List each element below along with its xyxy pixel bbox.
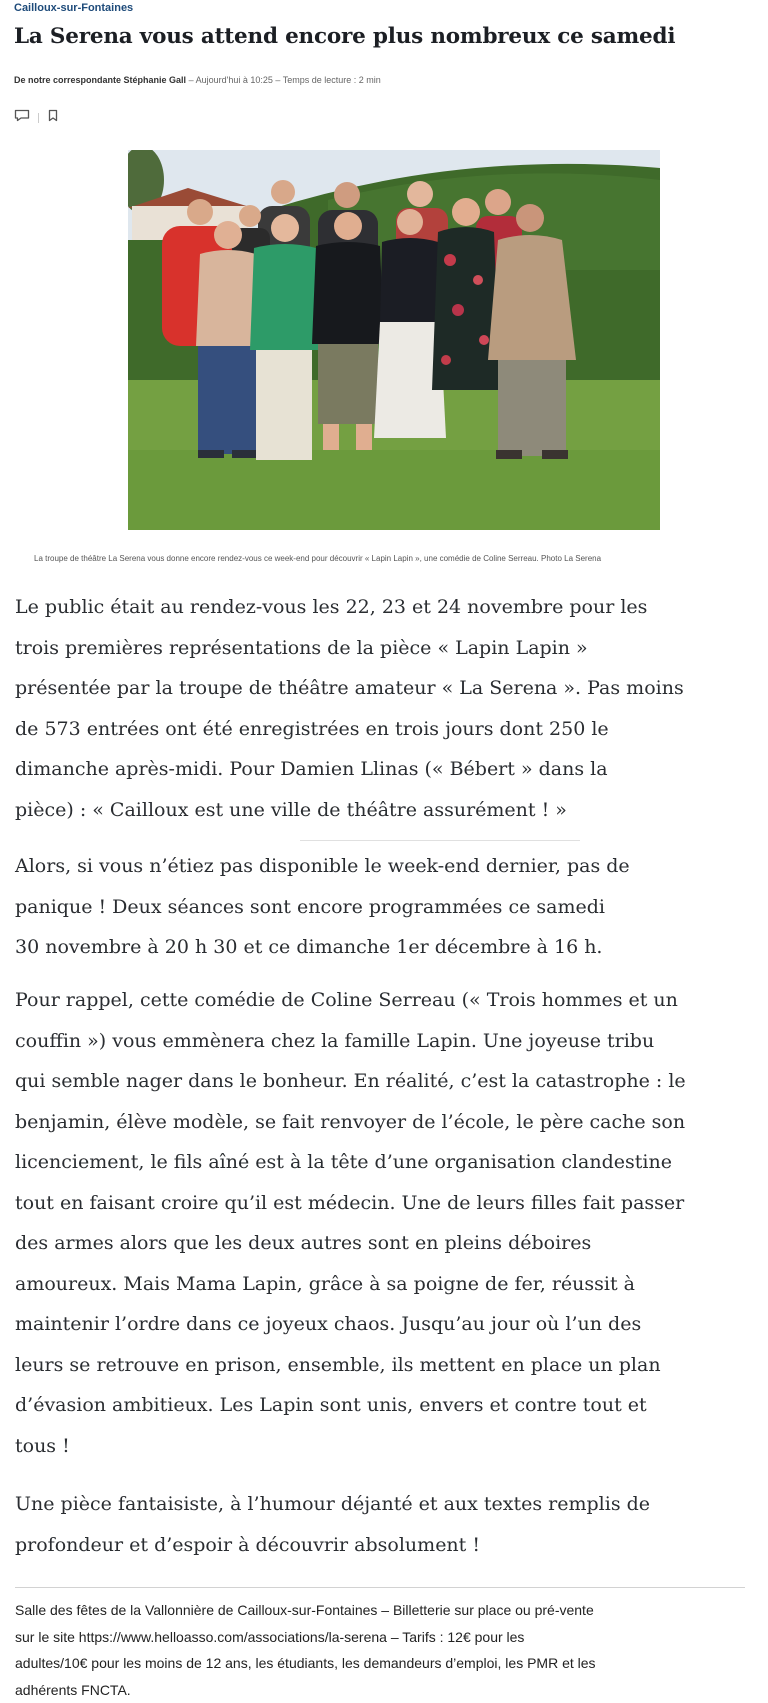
photo-caption: [34, 554, 601, 563]
text-line: Une pièce fantaisiste, à l’humour déjanté et aux textes remplis de: [15, 1493, 651, 1515]
text-line: Alors, si vous n’étiez pas disponible le week-end dernier, pas de: [15, 855, 630, 877]
paragraph-divider: [300, 840, 580, 841]
paragraph-2: [15, 846, 755, 968]
text-line: amoureux. Mais Mama Lapin, grâce à sa poigne de fer, réussit à: [15, 1272, 635, 1295]
byline-separator: –: [275, 75, 281, 85]
text-line: leurs se retrouve en prison, ensemble, ils mettent en place un plan: [15, 1353, 661, 1376]
info-line: sur le site https://www.helloasso.com/associations/la-serena – Tarifs : 12€ pour les: [15, 1628, 525, 1645]
paragraph-3: [15, 980, 755, 1466]
info-line: adhérents FNCTA.: [15, 1681, 131, 1698]
info-line: Salle des fêtes de la Vallonnière de Cailloux-sur-Fontaines – Billetterie sur place ou pré-vente: [15, 1602, 594, 1618]
author: De notre correspondante Stéphanie Gall: [14, 75, 187, 85]
text-line: pièce) : « Cailloux est une ville de théâtre assurément ! »: [15, 798, 567, 821]
article-photo: [128, 150, 660, 530]
text-line: Le public était au rendez-vous les 22, 23 et 24 novembre pour les: [15, 596, 648, 618]
paragraph-1: [15, 587, 755, 830]
photo-credit: Photo La Serena: [541, 554, 602, 563]
text-line: 30 novembre à 20 h 30 et ce dimanche 1er décembre à 16 h.: [15, 936, 603, 958]
text-line: benjamin, élève modèle, se fait renvoyer de l’école, le père cache son: [15, 1110, 686, 1133]
comment-icon[interactable]: [14, 109, 30, 127]
text-line: des armes alors que les deux autres sont en pleins déboires: [15, 1232, 592, 1254]
caption-text: La troupe de théâtre La Serena vous donne encore rendez-vous ce week-end pour découvrir « Lapin Lapin », une comédie de Coline Serreau.: [34, 554, 539, 563]
text-line: profondeur et d’espoir à découvrir absolument !: [15, 1533, 480, 1556]
text-line: tout en faisant croire qu’il est médecin. Une de leurs filles fait passer: [15, 1191, 685, 1214]
byline-separator: –: [188, 75, 194, 85]
text-line: maintenir l’ordre dans ce joyeux chaos. Jusqu’au jour où l’un des: [15, 1313, 642, 1335]
actions-divider: [38, 113, 39, 123]
info-divider: [15, 1587, 745, 1588]
practical-info: [15, 1597, 750, 1703]
text-line: panique ! Deux séances sont encore programmées ce samedi: [15, 895, 605, 918]
text-line: Pour rappel, cette comédie de Coline Serreau (« Trois hommes et un: [15, 989, 678, 1011]
text-line: d’évasion ambitieux. Les Lapin sont unis, envers et contre tout et: [15, 1394, 647, 1416]
bookmark-icon[interactable]: [47, 109, 59, 127]
info-line: adultes/10€ pour les moins de 12 ans, les étudiants, les demandeurs d’emploi, les PMR et les: [15, 1655, 596, 1671]
publish-date: Aujourd'hui à 10:25: [195, 75, 273, 85]
section-link[interactable]: Cailloux-sur-Fontaines: [14, 2, 134, 14]
text-line: de 573 entrées ont été enregistrées en trois jours dont 250 le: [15, 717, 609, 740]
paragraph-4: [15, 1484, 755, 1565]
text-line: licenciement, le fils aîné est à la tête d’une organisation clandestine: [15, 1151, 672, 1173]
text-line: qui semble nager dans le bonheur. En réalité, c’est la catastrophe : le: [15, 1070, 686, 1092]
text-line: dimanche après-midi. Pour Damien Llinas (« Bébert » dans la: [15, 758, 608, 780]
article-title: La Serena vous attend encore plus nombreux ce samedi: [14, 24, 676, 49]
reading-time: Temps de lecture : 2 min: [282, 75, 381, 85]
text-line: couffin ») vous emmènera chez la famille Lapin. Une joyeuse tribu: [15, 1029, 655, 1052]
text-line: présentée par la troupe de théâtre amateur « La Serena ». Pas moins: [15, 677, 684, 699]
text-line: tous !: [15, 1434, 70, 1457]
article-actions: [14, 109, 59, 127]
byline: [14, 75, 381, 85]
text-line: trois premières représentations de la pièce « Lapin Lapin »: [15, 636, 588, 659]
